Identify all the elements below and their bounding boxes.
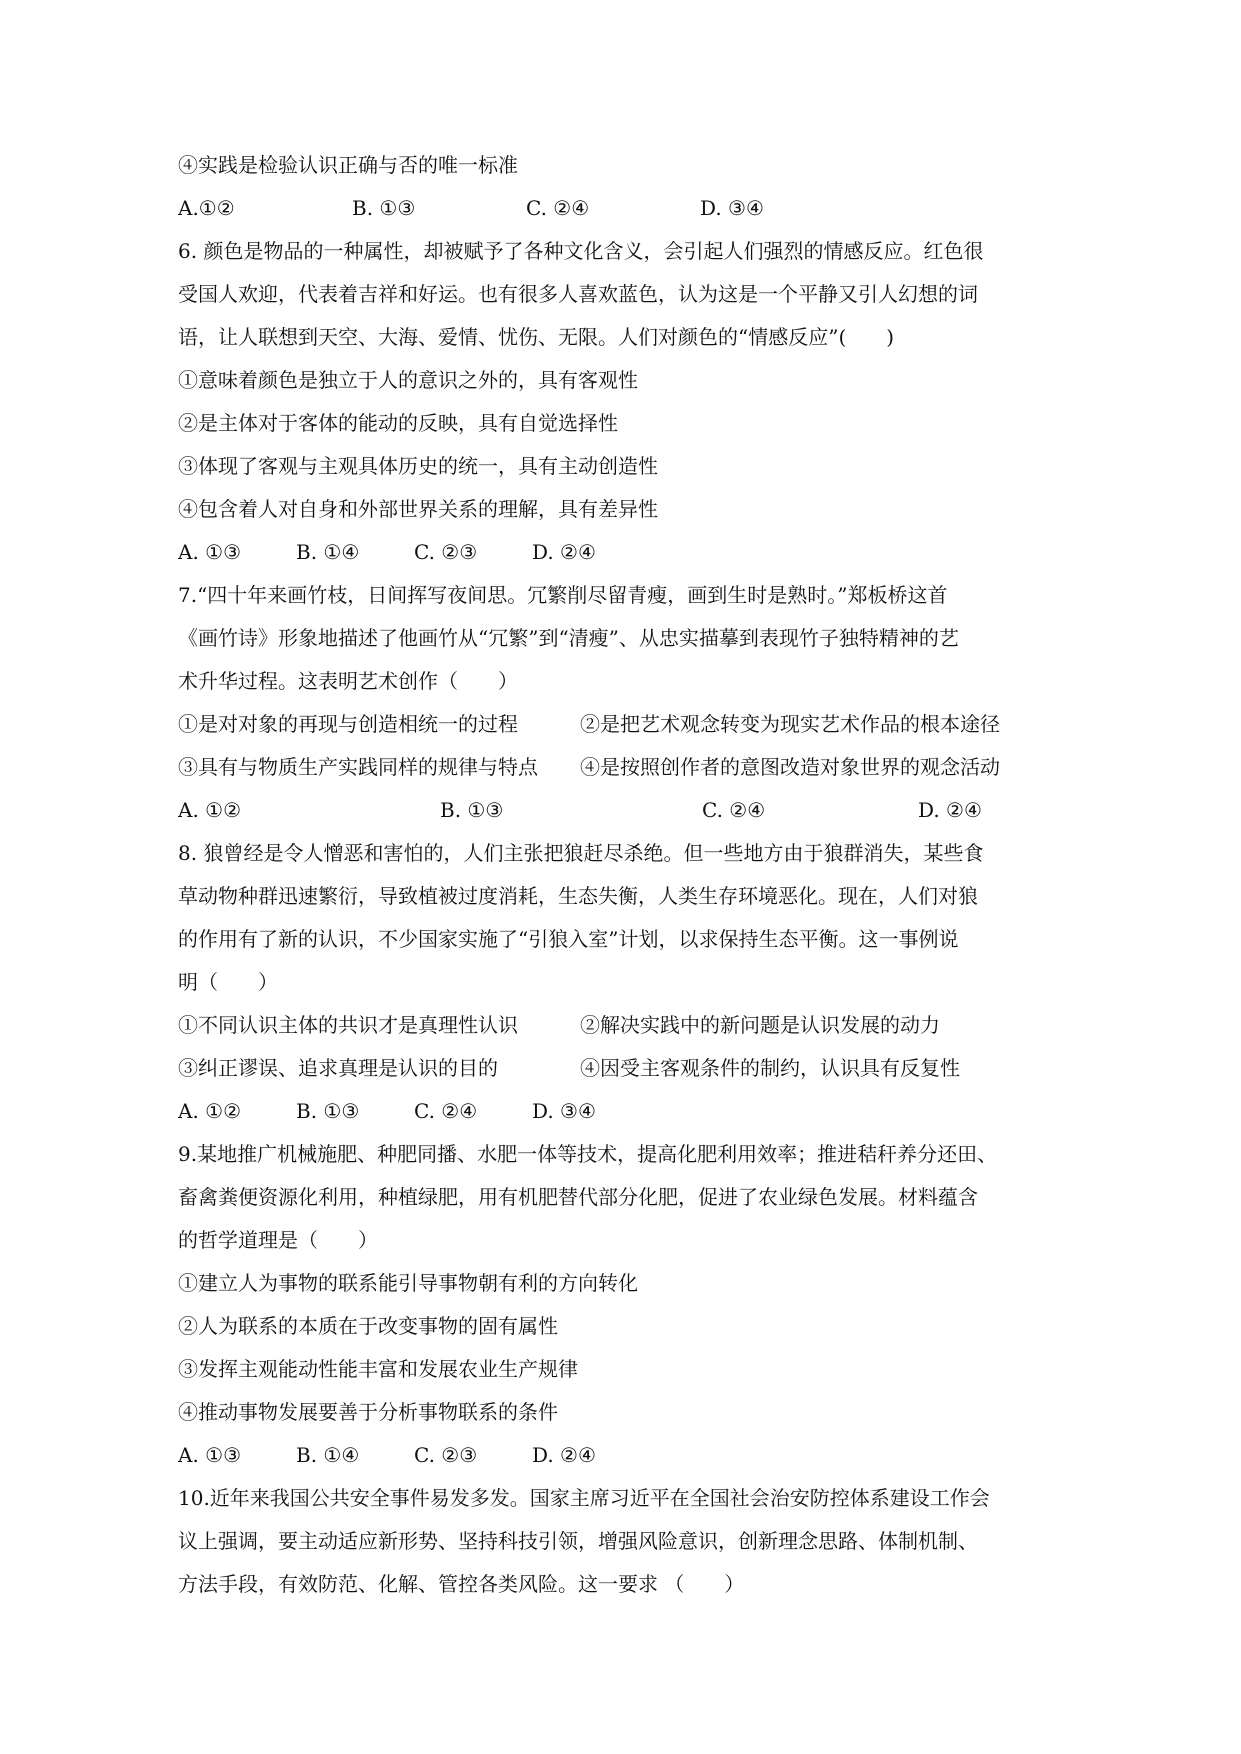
q5-options [178,187,1076,230]
q9-option-b: B. ①④ [296,1443,360,1467]
q6-stem-line-2: 受国人欢迎，代表着吉祥和好运。也有很多人喜欢蓝色，认为这是一个平静又引人幻想的词 [178,282,978,306]
q5-option-b: B. ①③ [352,196,416,220]
page-content [178,144,1076,1606]
q9-statement-2: ②人为联系的本质在于改变事物的固有属性 [178,1314,558,1338]
q9-option-d: D. ②④ [532,1443,596,1467]
q8-stem-line-3: 的作用有了新的认识，不少国家实施了“引狼入室”计划，以求保持生态平衡。这一事例说 [178,927,959,951]
q7-stem-line-1: 7.“四十年来画竹枝，日间挥写夜间思。冗繁削尽留青瘦，画到生时是熟时。”郑板桥这首 [178,583,948,607]
q5-option-c: C. ②④ [526,196,590,220]
q6-statement-2: ②是主体对于客体的能动的反映，具有自觉选择性 [178,411,618,435]
q7-statements-row-2 [178,746,1076,789]
q10-stem-line-1: 10.近年来我国公共安全事件易发多发。国家主席习近平在全国社会治安防控体系建设工作会 [178,1486,990,1510]
q10-stem-line-3: 方法手段，有效防范、化解、管控各类风险。这一要求 （ ） [178,1572,745,1596]
q8-statement-1: ①不同认识主体的共识才是真理性认识 [178,1013,518,1037]
q6-option-c: C. ②③ [414,540,478,564]
q9-stem-line-2: 畜禽粪便资源化利用，种植绿肥，用有机肥替代部分化肥，促进了农业绿色发展。材料蕴含 [178,1185,978,1209]
q6-statement-4: ④包含着人对自身和外部世界关系的理解，具有差异性 [178,497,658,521]
q6-option-d: D. ②④ [532,540,596,564]
q9-option-c: C. ②③ [414,1443,478,1467]
q8-statement-4: ④因受主客观条件的制约，认识具有反复性 [580,1056,960,1080]
q8-statement-2: ②解决实践中的新问题是认识发展的动力 [580,1013,940,1037]
q8-stem-line-4: 明（ ） [178,970,278,994]
q7-option-b: B. ①③ [440,798,504,822]
q8-option-d: D. ③④ [532,1099,596,1123]
q10-stem-line-2: 议上强调，要主动适应新形势、坚持科技引领，增强风险意识，创新理念思路、体制机制、 [178,1529,978,1553]
q6-statement-3: ③体现了客观与主观具体历史的统一，具有主动创造性 [178,454,658,478]
q6-option-b: B. ①④ [296,540,360,564]
q7-option-d: D. ②④ [918,798,982,822]
q7-statements-row-1 [178,703,1076,746]
q9-stem-line-3: 的哲学道理是（ ） [178,1228,378,1252]
q8-stem-line-2: 草动物种群迅速繁衍，导致植被过度消耗，生态失衡，人类生存环境恶化。现在，人们对狼 [178,884,978,908]
q6-option-a: A. ①③ [178,540,242,564]
q8-statement-3: ③纠正谬误、追求真理是认识的目的 [178,1056,498,1080]
q9-stem-line-1: 9.某地推广机械施肥、种肥同播、水肥一体等技术，提高化肥利用效率；推进秸秆养分还田、 [178,1142,998,1166]
q9-statement-4: ④推动事物发展要善于分析事物联系的条件 [178,1400,558,1424]
q9-statement-1: ①建立人为事物的联系能引导事物朝有利的方向转化 [178,1271,638,1295]
q9-option-a: A. ①③ [178,1443,242,1467]
q8-stem-line-1: 8. 狼曾经是令人憎恶和害怕的，人们主张把狼赶尽杀绝。但一些地方由于狼群消失，某些食 [178,841,984,865]
q7-statement-4: ④是按照创作者的意图改造对象世界的观念活动 [580,755,1000,779]
q8-option-b: B. ①③ [296,1099,360,1123]
q6-stem-line-1: 6. 颜色是物品的一种属性，却被赋予了各种文化含义，会引起人们强烈的情感反应。红色很 [178,239,984,263]
q8-statements-row-1 [178,1004,1076,1047]
q6-options [178,531,1076,574]
q8-statements-row-2 [178,1047,1076,1090]
q5-option-a: A.①② [178,196,235,220]
q6-statement-1: ①意味着颜色是独立于人的意识之外的，具有客观性 [178,368,638,392]
q5-statement-4: ④实践是检验认识正确与否的唯一标准 [178,153,518,177]
q7-stem-line-3: 术升华过程。这表明艺术创作（ ） [178,669,518,693]
q9-statement-3: ③发挥主观能动性能丰富和发展农业生产规律 [178,1357,578,1381]
q8-option-c: C. ②④ [414,1099,478,1123]
q7-statement-2: ②是把艺术观念转变为现实艺术作品的根本途径 [580,712,1000,736]
q7-stem-line-2: 《画竹诗》形象地描述了他画竹从“冗繁”到“清瘦”、从忠实描摹到表现竹子独特精神的艺 [178,626,959,650]
q5-option-d: D. ③④ [700,196,764,220]
q9-options [178,1434,1076,1477]
q7-options [178,789,1076,832]
q8-options [178,1090,1076,1133]
q7-option-c: C. ②④ [702,798,766,822]
q7-statement-3: ③具有与物质生产实践同样的规律与特点 [178,755,538,779]
q8-option-a: A. ①② [178,1099,242,1123]
q6-stem-line-3: 语，让人联想到天空、大海、爱情、忧伤、无限。人们对颜色的“情感反应”( ) [178,325,895,349]
q7-option-a: A. ①② [178,798,242,822]
q7-statement-1: ①是对对象的再现与创造相统一的过程 [178,712,518,736]
